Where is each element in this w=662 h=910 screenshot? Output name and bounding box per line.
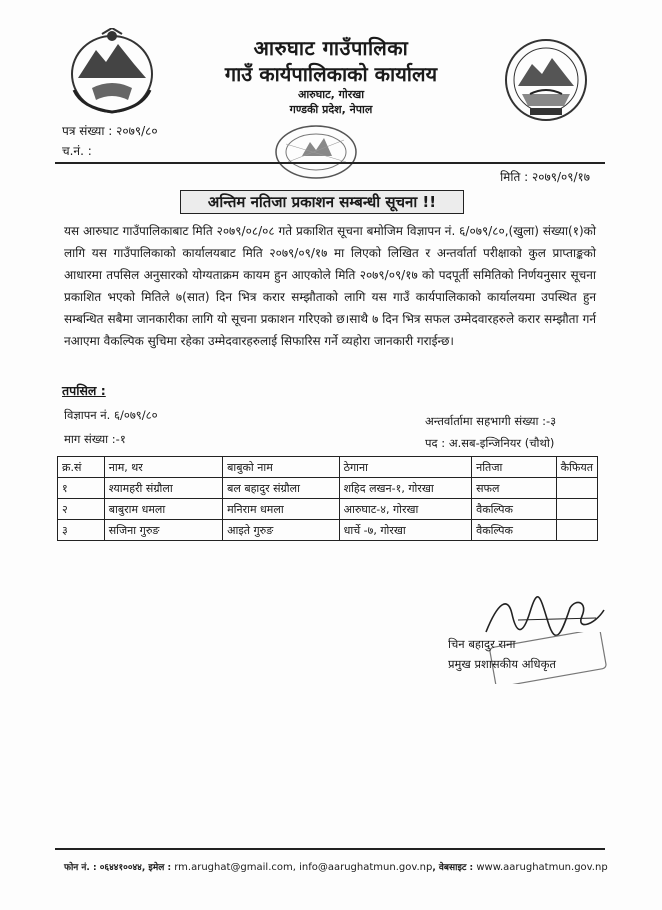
footer-website: www.aarughatmun.gov.np	[476, 862, 608, 873]
header-address: आरुघाट, गोरखा	[297, 88, 365, 101]
table-header-row	[58, 457, 598, 478]
cell-serial: २	[58, 499, 105, 520]
footer-phone-label: फोन नं. :	[64, 863, 97, 873]
cell-result: वैकल्पिक	[472, 520, 556, 541]
letter-number: पत्र संख्या : २०७९/८०	[62, 124, 158, 138]
cell-father-name: बल बहादुर संग्रौला	[223, 478, 340, 499]
cell-name: श्यामहरी संग्रौला	[104, 478, 222, 499]
cell-father-name: मनिराम धमला	[223, 499, 340, 520]
result-table	[57, 456, 598, 541]
municipality-logo-icon	[500, 34, 592, 126]
footer-contact	[64, 860, 608, 873]
footer-phone: ०६४४१००४४	[99, 863, 142, 873]
header-municipality: आरुघाट गाउँपालिका	[253, 36, 409, 60]
table-row	[58, 478, 598, 499]
header-name: नाम, थर	[104, 457, 222, 478]
notice-title: अन्तिम नतिजा प्रकाशन सम्बन्धी सूचना !!	[180, 190, 464, 214]
header-father-name: बाबुको नाम	[223, 457, 340, 478]
header-province: गण्डकी प्रदेश, नेपाल	[289, 103, 373, 116]
office-stamp-icon	[272, 122, 360, 182]
nepal-emblem-icon	[62, 28, 162, 116]
cell-remarks	[556, 478, 597, 499]
cell-serial: १	[58, 478, 105, 499]
footer-email-label: , इमेल :	[141, 863, 172, 873]
cell-remarks	[556, 499, 597, 520]
cell-name: सजिना गुरुङ	[104, 520, 222, 541]
header-result: नतिजा	[472, 457, 556, 478]
dispatch-number: च.नं. :	[62, 144, 92, 158]
footer-web-label: , वेबसाइट :	[432, 863, 474, 873]
notice-body: यस आरुघाट गाउँपालिकाबाट मिति २०७९/०८/०८ गते प्रकाशित सूचना बमोजिम विज्ञापन नं. ६/०७९/८०,(खुला) संख्या(१)को लागि यस गाउँपालिकाको कार्यालयबाट मिति २०७९/०९/१७ मा लिएको लिखित र अन्तर्वार्ता परीक्षाको कुल प्राप्ताङ्कको आधारमा तपसिल अनुसारको योग्यताक्रम कायम हुन आएकोले मिति २०७९/०९/१७ को पदपूर्ती समितिको निर्णयनुसार सूचना प्रकाशित भएको मितिले ७(सात) दिन भित्र करार सम्झौताको लागि यस गाउँ कार्यपालिकाको कार्यालयमा उपस्थित हुन सम्बन्धित सबैमा जानकारीका लागि यो सूचना प्रकाशन गरिएको छ।साथै ७ दिन भित्र सफल उम्मेदवारहरुले करार सम्झौता गर्न नआएमा वैकल्पिक सुचिमा रहेका उम्मेदवारहरुलाई सिफारिस गर्ने व्यहोरा जानकारी गराईन्छ।	[64, 224, 596, 348]
header-address: ठेगाना	[339, 457, 472, 478]
post-title: पद : अ.सब-इन्जिनियर (चौथो)	[425, 436, 555, 450]
header-divider	[55, 162, 605, 164]
table-row	[58, 499, 598, 520]
header-serial: क्र.सं	[58, 457, 105, 478]
demand-count: माग संख्या :-१	[64, 432, 126, 446]
cell-name: बाबुराम धमला	[104, 499, 222, 520]
cell-result: सफल	[472, 478, 556, 499]
cell-address: आरुघाट-४, गोरखा	[339, 499, 472, 520]
footer-divider	[55, 848, 605, 850]
header-remarks: कैफियत	[556, 457, 597, 478]
cell-serial: ३	[58, 520, 105, 541]
cell-result: वैकल्पिक	[472, 499, 556, 520]
section-title: तपसिल :	[62, 383, 106, 398]
footer-email: rm.arughat@gmail.com, info@aarughatmun.gov.np	[174, 862, 433, 873]
cell-father-name: आइते गुरुङ	[223, 520, 340, 541]
table-row	[58, 520, 598, 541]
header-office: गाउँ कार्यपालिकाको कार्यालय	[224, 62, 438, 86]
interview-count: अन्तर्वार्तामा सहभागी संख्या :-३	[425, 414, 557, 428]
cell-address: धार्चे -७, गोरखा	[339, 520, 472, 541]
cell-remarks	[556, 520, 597, 541]
cell-address: शहिद लखन-१, गोरखा	[339, 478, 472, 499]
signatory-name: चिन बहादुर राना	[448, 637, 516, 651]
advertisement-number: विज्ञापन नं. ६/०७९/८०	[64, 408, 158, 422]
notice-date: मिति : २०७९/०९/१७	[500, 170, 590, 184]
signatory-post: प्रमुख प्रशासकीय अधिकृत	[448, 657, 556, 671]
